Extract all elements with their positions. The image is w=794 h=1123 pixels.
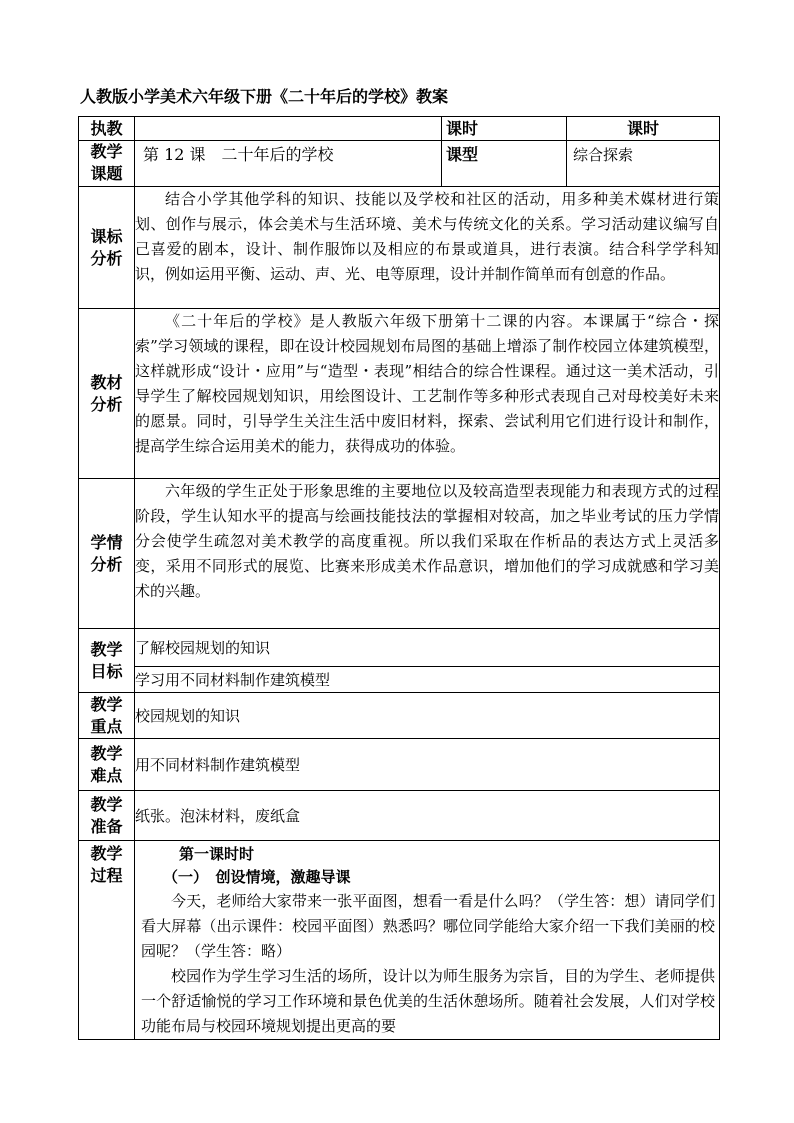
textbook-label-line1: 教材	[90, 372, 123, 392]
process-row	[79, 841, 720, 1040]
key-points-label	[79, 693, 135, 739]
key-points-label-line1: 教学	[90, 694, 123, 714]
students-text: 六年级的学生正处于形象思维的主要地位以及较高造型表现能力和表现方式的过程阶段，学生认知水平的提高与绘画技能技法的掌握相对较高，加之毕业考试的压力学情分会使学生疏忽对美术教学的高度重视。所以我们采取在作析品的表达方式上灵活多变，采用不同形式的展览、比赛来形成美术作品意识，增加他们的学习成就感和学习美术的兴趣。	[135, 479, 720, 629]
goal-row-1	[79, 629, 720, 667]
instructor-label: 执教	[79, 117, 135, 141]
students-label-line2: 分析	[90, 554, 123, 574]
difficulties-label-line2: 难点	[90, 765, 123, 785]
students-row	[79, 479, 720, 629]
preparation-label-line1: 教学	[90, 794, 123, 814]
goals-label-line1: 教学	[90, 639, 123, 659]
goal-item: 了解校园规划的知识	[135, 629, 720, 667]
preparation-row	[79, 791, 720, 841]
textbook-label	[79, 309, 135, 479]
curriculum-label	[79, 187, 135, 309]
goals-label	[79, 629, 135, 693]
instructor-value	[135, 117, 442, 141]
key-points-label-line2: 重点	[90, 716, 123, 736]
difficulties-row	[79, 739, 720, 791]
process-content	[135, 841, 720, 1040]
topic-row	[79, 141, 720, 187]
hours-value: 课时	[567, 117, 720, 141]
difficulties-text: 用不同材料制作建筑模型	[135, 739, 720, 791]
lesson-type-label: 课型	[442, 141, 567, 187]
textbook-row	[79, 309, 720, 479]
document-title: 人教版小学美术六年级下册《二十年后的学校》教案	[80, 87, 449, 106]
process-label-line2: 过程	[90, 866, 123, 885]
textbook-label-line2: 分析	[90, 394, 123, 414]
preparation-label-line2: 准备	[90, 816, 123, 836]
topic-label-line2: 课题	[90, 164, 123, 183]
lesson-type-value: 综合探索	[567, 141, 720, 187]
goals-label-line2: 目标	[90, 661, 123, 681]
key-points-text: 校园规划的知识	[135, 693, 720, 739]
key-points-row	[79, 693, 720, 739]
curriculum-row	[79, 187, 720, 309]
preparation-label	[79, 791, 135, 841]
topic-value: 第 12 课 二十年后的学校	[135, 141, 442, 187]
preparation-text: 纸张。泡沫材料，废纸盒	[135, 791, 720, 841]
curriculum-text: 结合小学其他学科的知识、技能以及学校和社区的活动，用多种美术媒材进行策划、创作与展示，体会美术与生活环境、美术与传统文化的关系。学习活动建议编写自己喜爱的剧本，设计、制作服饰以及相应的布景或道具，进行表演。结合科学学科知识，例如运用平衡、运动、声、光、电等原理，设计并制作简单而有创意的作品。	[135, 187, 720, 309]
curriculum-label-line2: 分析	[90, 248, 123, 268]
students-label	[79, 479, 135, 629]
process-subheading: （一） 创设情境，激趣导课	[163, 868, 351, 886]
process-label-line1: 教学	[90, 844, 123, 863]
lesson-plan-table	[78, 116, 720, 1040]
process-paragraph: 今天，老师给大家带来一张平面图，想看一看是什么吗？（学生答：想）请同学们看大屏幕（出示课件：校园平面图）熟悉吗？哪位同学能给大家介绍一下我们美丽的校园呢？（学生答：略）	[141, 892, 715, 960]
difficulties-label	[79, 739, 135, 791]
hours-label: 课时	[442, 117, 567, 141]
header-row	[79, 117, 720, 141]
goal-item: 学习用不同材料制作建筑模型	[135, 667, 720, 693]
difficulties-label-line1: 教学	[90, 743, 123, 763]
process-label	[79, 841, 135, 1040]
process-paragraph: 校园作为学生学习生活的场所，设计以为师生服务为宗旨，目的为学生、老师提供一个舒适愉悦的学习工作环境和景色优美的生活休憩场所。随着社会发展，人们对学校功能布局与校园环境规划提出更高的要	[141, 967, 715, 1035]
topic-label	[79, 141, 135, 187]
students-label-line1: 学情	[90, 532, 123, 552]
curriculum-label-line1: 课标	[90, 226, 123, 246]
process-heading: 第一课时时	[179, 845, 255, 863]
topic-label-line1: 教学	[90, 142, 123, 161]
goal-row-2	[79, 667, 720, 693]
textbook-text: 《二十年后的学校》是人教版六年级下册第十二课的内容。本课属于“综合・探索”学习领域的课程，即在设计校园规划布局图的基础上增添了制作校园立体建筑模型，这样就形成“设计・应用”与“造型・表现”相结合的综合性课程。通过这一美术活动，引导学生了解校园规划知识，用绘图设计、工艺制作等多种形式表现自己对母校美好未来的愿景。同时，引导学生关注生活中废旧材料，探索、尝试利用它们进行设计和制作，提高学生综合运用美术的能力，获得成功的体验。	[135, 309, 720, 479]
